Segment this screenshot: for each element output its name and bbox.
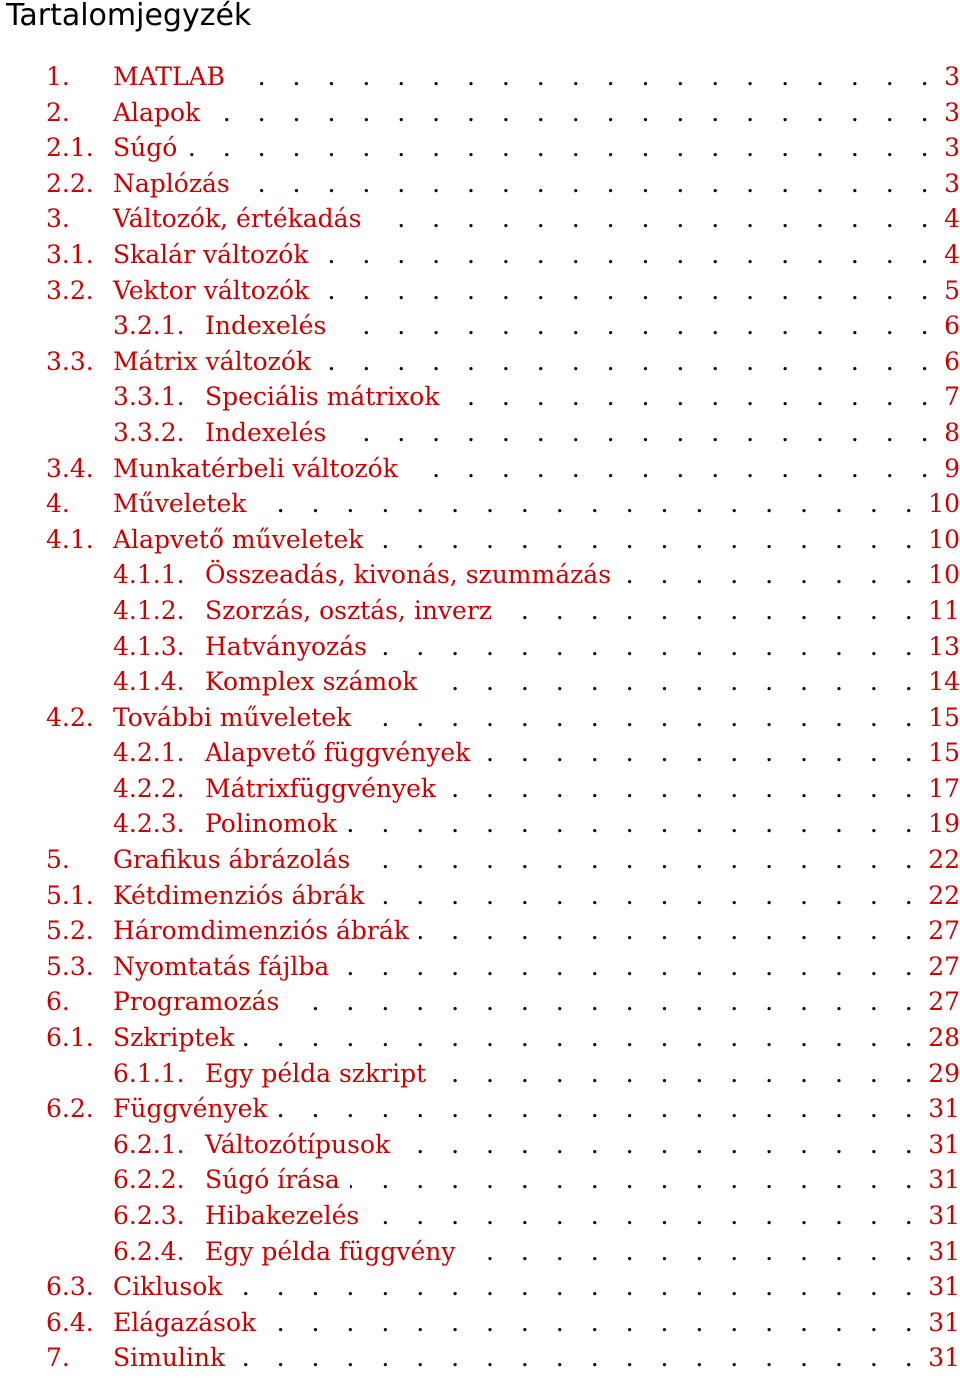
toc-entry[interactable]	[46, 774, 960, 810]
toc-entry-number: 4.1.1.	[113, 560, 185, 590]
toc-entry-number: 3.2.1.	[113, 311, 185, 341]
toc-dot-leader	[235, 62, 938, 91]
toc-dot-leader	[350, 1165, 922, 1194]
toc-entry-number: 3.4.	[46, 453, 94, 483]
toc-dot-leader	[480, 738, 922, 767]
toc-entry[interactable]	[46, 1201, 960, 1237]
toc-entry-number: 3.3.1.	[113, 382, 185, 412]
toc-entry[interactable]	[46, 489, 960, 525]
toc-entry[interactable]	[46, 1272, 960, 1308]
toc-entry-page-number: 22	[928, 880, 960, 910]
toc-dot-leader	[502, 596, 922, 625]
toc-entry-number: 3.2.	[46, 275, 94, 305]
toc-entry-page-number: 9	[944, 453, 960, 483]
toc-entry-title: További műveletek	[113, 702, 352, 732]
toc-dot-leader	[408, 454, 938, 483]
toc-dot-leader	[240, 169, 938, 198]
toc-entry-page-number: 22	[928, 845, 960, 875]
toc-dot-leader	[244, 1023, 922, 1052]
toc-entry[interactable]	[46, 987, 960, 1023]
toc-entry-title: Naplózás	[113, 168, 230, 198]
toc-entry-number: 4.1.2.	[113, 595, 185, 625]
toc-entry-number: 4.	[46, 489, 70, 519]
toc-entry-title: Speciális mátrixok	[205, 382, 440, 412]
toc-entry-title: Súgó	[113, 133, 178, 163]
toc-entry-page-number: 15	[928, 738, 960, 768]
toc-entry[interactable]	[46, 98, 960, 134]
toc-entry[interactable]	[46, 632, 960, 668]
toc-entry-page-number: 27	[928, 951, 960, 981]
toc-entry[interactable]	[46, 845, 960, 881]
toc-entry-number: 6.2.	[46, 1094, 94, 1124]
toc-dot-leader	[289, 987, 922, 1016]
toc-entry-page-number: 10	[928, 560, 960, 590]
toc-entry[interactable]	[46, 1237, 960, 1273]
toc-entry-page-number: 3	[944, 97, 960, 127]
toc-entry-page-number: 10	[928, 489, 960, 519]
toc-dot-leader	[369, 1201, 922, 1230]
toc-entry-page-number: 8	[944, 417, 960, 447]
toc-entry-page-number: 31	[928, 1307, 960, 1337]
toc-entry-page-number: 27	[928, 916, 960, 946]
toc-dot-leader	[450, 382, 939, 411]
toc-entry-page-number: 6	[944, 311, 960, 341]
toc-entry[interactable]	[46, 667, 960, 703]
toc-dot-leader	[256, 489, 922, 518]
toc-entry-page-number: 10	[928, 524, 960, 554]
toc-entry[interactable]	[46, 703, 960, 739]
toc-entry-page-number: 29	[928, 1058, 960, 1088]
toc-entry[interactable]	[46, 311, 960, 347]
toc-entry-number: 6.3.	[46, 1272, 94, 1302]
toc-dot-leader	[321, 347, 938, 376]
toc-dot-leader	[400, 1130, 922, 1159]
toc-dot-leader	[266, 1308, 922, 1337]
toc-entry-page-number: 14	[928, 667, 960, 697]
toc-entry-title: Simulink	[113, 1343, 226, 1373]
toc-entry[interactable]	[46, 133, 960, 169]
toc-dot-leader	[621, 560, 922, 589]
toc-entry[interactable]	[46, 738, 960, 774]
toc-entry[interactable]	[46, 1094, 960, 1130]
toc-entry-number: 4.2.1.	[113, 738, 185, 768]
toc-entry-title: Mátrix változók	[113, 346, 312, 376]
toc-entry-title: Polinomok	[205, 809, 337, 839]
toc-dot-leader	[419, 916, 922, 945]
toc-dot-leader	[360, 845, 922, 874]
toc-entry-number: 2.	[46, 97, 70, 127]
toc-dot-leader	[361, 703, 922, 732]
toc-dot-leader	[319, 276, 938, 305]
toc-dot-leader	[446, 774, 922, 803]
toc-entry-number: 6.1.1.	[113, 1058, 185, 1088]
toc-entry-page-number: 6	[944, 346, 960, 376]
toc-entry[interactable]	[46, 454, 960, 490]
toc-entry-number: 3.3.	[46, 346, 94, 376]
toc-entry-title: Elágazások	[113, 1307, 257, 1337]
toc-entry-number: 6.4.	[46, 1307, 94, 1337]
toc-entry[interactable]	[46, 347, 960, 383]
toc-entry-number: 6.2.2.	[113, 1165, 185, 1195]
toc-entry-number: 5.3.	[46, 951, 94, 981]
toc-entry-number: 1.	[46, 62, 70, 91]
toc-entry-page-number: 4	[944, 204, 960, 234]
toc-entry-title: Hibakezelés	[205, 1201, 360, 1230]
toc-entry-number: 6.	[46, 987, 70, 1017]
toc-dot-leader	[465, 1237, 922, 1266]
toc-dot-leader	[336, 311, 938, 340]
toc-entry-title: Egy példa szkript	[205, 1058, 427, 1088]
toc-entry-title: MATLAB	[113, 62, 225, 91]
toc-entry[interactable]	[46, 418, 960, 454]
toc-entry-number: 4.1.3.	[113, 631, 185, 661]
toc-dot-leader	[339, 952, 922, 981]
toc-entry[interactable]	[46, 596, 960, 632]
toc-entry[interactable]	[46, 525, 960, 561]
toc-entry-page-number: 31	[928, 1165, 960, 1195]
toc-entry[interactable]	[46, 1343, 960, 1379]
toc-entry-title: Változótípusok	[205, 1129, 391, 1159]
toc-entry-title: Munkatérbeli változók	[113, 453, 398, 483]
toc-entry-page-number: 5	[944, 275, 960, 305]
toc-entry-number: 6.2.4.	[113, 1236, 185, 1266]
toc-entry-title: Grafikus ábrázolás	[113, 845, 351, 875]
toc-entry-title: Szorzás, osztás, inverz	[205, 595, 492, 625]
toc-entry-title: Függvények	[113, 1094, 268, 1124]
toc-entry-title: Szkriptek	[113, 1023, 235, 1053]
toc-entry-number: 6.2.3.	[113, 1201, 185, 1230]
toc-entry-number: 2.2.	[46, 168, 94, 198]
toc-entry-title: Skalár változók	[113, 239, 309, 269]
toc-dot-leader	[187, 133, 938, 162]
toc-entry-page-number: 13	[928, 631, 960, 661]
toc-dot-leader	[427, 667, 922, 696]
toc-entry[interactable]	[46, 276, 960, 312]
toc-entry-title: Komplex számok	[205, 667, 418, 697]
toc-entry-number: 6.1.	[46, 1023, 94, 1053]
toc-entry-page-number: 31	[928, 1094, 960, 1124]
toc-entry-title: Alapvető műveletek	[113, 524, 364, 554]
toc-entry[interactable]	[46, 952, 960, 988]
toc-entry-number: 4.1.	[46, 524, 94, 554]
toc-entry-page-number: 17	[928, 773, 960, 803]
toc-dot-leader	[377, 632, 922, 661]
toc-entry[interactable]	[46, 1023, 960, 1059]
toc-entry[interactable]	[46, 1130, 960, 1166]
toc-dot-leader	[210, 98, 938, 127]
toc-dot-leader	[371, 204, 938, 233]
toc-entry-page-number: 4	[944, 239, 960, 269]
toc-entry-title: Indexelés	[205, 417, 327, 447]
toc-entry-title: Egy példa függvény	[205, 1236, 456, 1266]
toc-entry[interactable]	[46, 916, 960, 952]
toc-entry-title: Alapvető függvények	[205, 738, 471, 768]
toc-entry-page-number: 31	[928, 1201, 960, 1230]
toc-entry-title: Ciklusok	[113, 1272, 223, 1302]
toc-entry-number: 5.2.	[46, 916, 94, 946]
toc-title: Tartalomjegyzék	[6, 0, 252, 33]
toc-entry-title: Súgó írása	[205, 1165, 340, 1195]
toc-entry-page-number: 3	[944, 133, 960, 163]
toc-entry-number: 4.2.	[46, 702, 94, 732]
toc-entry-number: 7.	[46, 1343, 70, 1373]
toc-entry-number: 3.3.2.	[113, 417, 185, 447]
toc-entry-number: 6.2.1.	[113, 1129, 185, 1159]
toc-entry-title: Alapok	[113, 97, 201, 127]
toc-entry-page-number: 11	[928, 595, 960, 625]
toc-entry-page-number: 7	[944, 382, 960, 412]
toc-entry-title: Mátrixfüggvények	[205, 773, 437, 803]
toc-dot-leader	[436, 1059, 922, 1088]
toc-entry-page-number: 31	[928, 1129, 960, 1159]
toc-dot-leader	[374, 881, 922, 910]
toc-entry[interactable]	[46, 1165, 960, 1201]
toc-entry[interactable]	[46, 382, 960, 418]
toc-entry-number: 4.1.4.	[113, 667, 185, 697]
toc-dot-leader	[373, 525, 922, 554]
toc-entry[interactable]	[46, 240, 960, 276]
toc-entry[interactable]	[46, 809, 960, 845]
toc-entry-page-number: 27	[928, 987, 960, 1017]
toc-dot-leader	[336, 418, 938, 447]
toc-entry-title: Programozás	[113, 987, 280, 1017]
toc-entry-number: 4.2.2.	[113, 773, 185, 803]
toc-dot-leader	[347, 809, 922, 838]
toc-entry-number: 5.	[46, 845, 70, 875]
toc-entry-number: 2.1.	[46, 133, 94, 163]
toc-entry-page-number: 3	[944, 62, 960, 91]
toc-entry-title: Változók, értékadás	[113, 204, 362, 234]
toc-entry-number: 4.2.3.	[113, 809, 185, 839]
toc-entry[interactable]	[46, 1059, 960, 1095]
toc-entry[interactable]	[46, 204, 960, 240]
toc-entry-page-number: 15	[928, 702, 960, 732]
toc-dot-leader	[232, 1272, 922, 1301]
toc-entry-title: Nyomtatás fájlba	[113, 951, 330, 981]
toc-list	[46, 62, 960, 1379]
toc-dot-leader	[278, 1094, 923, 1123]
toc-entry-title: Műveletek	[113, 489, 247, 519]
toc-entry-title: Indexelés	[205, 311, 327, 341]
toc-entry-page-number: 3	[944, 168, 960, 198]
toc-entry-title: Összeadás, kivonás, szummázás	[205, 560, 612, 590]
toc-entry-number: 5.1.	[46, 880, 94, 910]
toc-entry[interactable]	[46, 881, 960, 917]
toc-dot-leader	[235, 1343, 922, 1372]
toc-entry-page-number: 19	[928, 809, 960, 839]
toc-entry-page-number: 28	[928, 1023, 960, 1053]
toc-entry[interactable]	[46, 62, 960, 98]
toc-entry-page-number: 31	[928, 1272, 960, 1302]
toc-entry-page-number: 31	[928, 1343, 960, 1373]
toc-dot-leader	[318, 240, 938, 269]
toc-entry[interactable]	[46, 1308, 960, 1344]
toc-entry[interactable]	[46, 560, 960, 596]
toc-entry-title: Vektor változók	[113, 275, 310, 305]
toc-entry[interactable]	[46, 169, 960, 205]
toc-entry-title: Kétdimenziós ábrák	[113, 880, 365, 910]
toc-entry-number: 3.1.	[46, 239, 94, 269]
toc-entry-title: Háromdimenziós ábrák	[113, 916, 409, 946]
toc-entry-number: 3.	[46, 204, 70, 234]
toc-entry-title: Hatványozás	[205, 631, 367, 661]
toc-entry-page-number: 31	[928, 1236, 960, 1266]
